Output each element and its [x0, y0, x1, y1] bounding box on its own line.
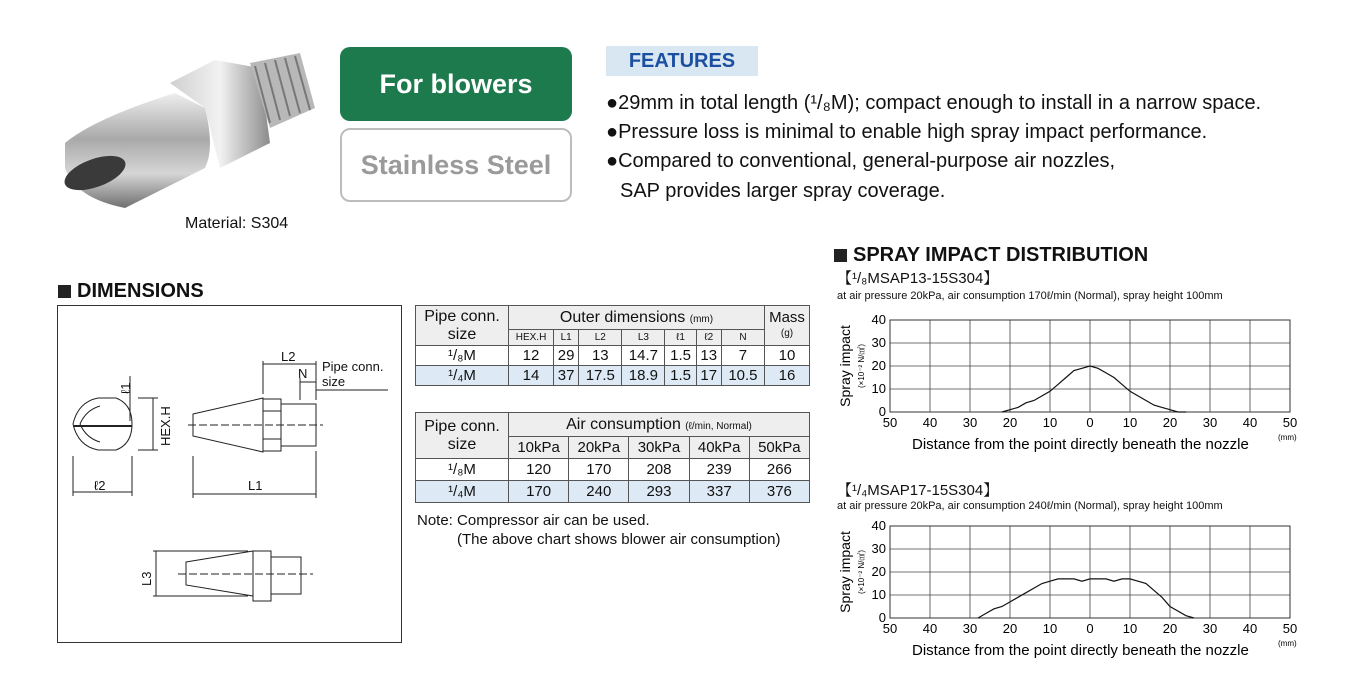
col-header: ℓ1 [665, 330, 696, 346]
x-tick-label: 50 [1282, 415, 1298, 430]
col-header: ℓ2 [696, 330, 721, 346]
dimension-drawing-svg [58, 306, 401, 642]
y-tick-label: 30 [871, 541, 886, 556]
col-header: 50kPa [749, 437, 809, 459]
x-tick-label: 30 [962, 415, 978, 430]
L1-label: L1 [248, 478, 263, 493]
feature-item: SAP provides larger spray coverage. [620, 180, 946, 202]
table-row: ¹/₄M 14 37 17.5 18.9 1.5 17 10.5 16 [416, 366, 810, 386]
col-header: HEX.H [509, 330, 554, 346]
y-axis-label: Spray impact [837, 325, 853, 407]
chart2-subtitle: at air pressure 20kPa, air consumption 240ℓ/min (Normal), spray height 100mm [837, 500, 1223, 512]
y-tick-label: 40 [871, 518, 886, 533]
col-header: 40kPa [689, 437, 749, 459]
x-axis-unit: (mm) [1278, 433, 1297, 442]
y-axis-unit: (×10⁻² N/㎠) [857, 549, 866, 595]
col-header: L2 [579, 330, 622, 346]
x-tick-label: 30 [1202, 415, 1218, 430]
dimensions-table [415, 305, 810, 386]
note-text: Note: Compressor air can be used. [417, 512, 650, 529]
x-axis-label: Distance from the point directly beneath the nozzle [912, 436, 1249, 453]
features-heading: FEATURES [606, 46, 758, 76]
x-tick-label: 20 [1162, 415, 1178, 430]
N-label: N [298, 366, 308, 381]
table-row: ¹/₈M 12 29 13 14.7 1.5 13 7 10 [416, 346, 810, 366]
x-tick-label: 40 [922, 621, 938, 636]
air-consumption-table [415, 412, 810, 503]
x-tick-label: 50 [882, 415, 898, 430]
x-tick-label: 50 [1282, 621, 1298, 636]
x-tick-label: 0 [1086, 415, 1094, 430]
y-tick-label: 40 [871, 312, 886, 327]
feature-item: ●Pressure loss is minimal to enable high spray impact performance. [606, 121, 1208, 143]
col-header: L3 [622, 330, 665, 346]
y-axis-unit: (×10⁻² N/㎠) [857, 343, 866, 389]
x-tick-label: 10 [1122, 415, 1138, 430]
col-header: 10kPa [509, 437, 569, 459]
chart1-title: 【¹/₈MSAP13-15S304】 [837, 270, 999, 287]
outer-dimensions-header: Outer dimensions (mm) [509, 306, 765, 330]
pipe-conn-label: Pipe conn. [322, 359, 384, 374]
col-header: L1 [554, 330, 579, 346]
l2-label: ℓ2 [94, 478, 106, 493]
y-tick-label: 10 [871, 381, 886, 396]
L2-label: L2 [281, 349, 296, 364]
x-tick-label: 40 [922, 415, 938, 430]
x-tick-label: 20 [1002, 621, 1018, 636]
y-tick-label: 0 [878, 610, 886, 625]
col-header: 30kPa [629, 437, 689, 459]
pipe-size-header: Pipe conn. size [416, 413, 509, 459]
note-text: (The above chart shows blower air consumption) [457, 531, 781, 548]
y-axis-label: Spray impact [837, 531, 853, 613]
nozzle-product-image [55, 48, 325, 223]
y-tick-label: 20 [871, 358, 886, 373]
section-square-icon [834, 249, 847, 262]
x-tick-label: 40 [1242, 621, 1258, 636]
x-tick-label: 0 [1086, 621, 1094, 636]
hexh-label: HEX.H [158, 406, 173, 446]
x-tick-label: 20 [1162, 621, 1178, 636]
dimension-drawing [57, 305, 402, 643]
y-tick-label: 10 [871, 587, 886, 602]
x-tick-label: 40 [1242, 415, 1258, 430]
x-tick-label: 50 [882, 621, 898, 636]
spray-impact-title: SPRAY IMPACT DISTRIBUTION [834, 244, 1148, 267]
feature-item: ●29mm in total length (¹/₈M); compact enough to install in a narrow space. [606, 92, 1262, 114]
section-square-icon [58, 285, 71, 298]
spray-chart-2 [832, 518, 1310, 673]
table-row: ¹/₄M 170 240 293 337 376 [416, 481, 810, 503]
x-axis-label: Distance from the point directly beneath the nozzle [912, 642, 1249, 659]
x-tick-label: 30 [962, 621, 978, 636]
l1-label: ℓ1 [118, 382, 133, 394]
y-tick-label: 0 [878, 404, 886, 419]
y-tick-label: 20 [871, 564, 886, 579]
y-tick-label: 30 [871, 335, 886, 350]
air-consumption-header: Air consumption (ℓ/min, Normal) [509, 413, 810, 437]
table-row: ¹/₈M 120 170 208 239 266 [416, 459, 810, 481]
col-header: 20kPa [569, 437, 629, 459]
spray-impact-line [978, 579, 1194, 618]
x-tick-label: 20 [1002, 415, 1018, 430]
pipe-size-header: Pipe conn. size [416, 306, 509, 346]
x-tick-label: 10 [1042, 621, 1058, 636]
x-tick-label: 10 [1122, 621, 1138, 636]
chart1-subtitle: at air pressure 20kPa, air consumption 170ℓ/min (Normal), spray height 100mm [837, 290, 1223, 302]
material-label: Material: S304 [185, 215, 289, 232]
feature-item: ●Compared to conventional, general-purpose air nozzles, [606, 150, 1116, 172]
mass-header: Mass (g) [765, 306, 810, 346]
col-header: N [721, 330, 764, 346]
x-tick-label: 10 [1042, 415, 1058, 430]
pipe-size-label: size [322, 374, 346, 389]
spray-chart-1 [832, 312, 1310, 462]
L3-label: L3 [139, 571, 154, 586]
chart2-title: 【¹/₄MSAP17-15S304】 [837, 482, 999, 499]
dimensions-title: DIMENSIONS [58, 280, 204, 303]
x-tick-label: 30 [1202, 621, 1218, 636]
x-axis-unit: (mm) [1278, 639, 1297, 648]
stainless-steel-badge: Stainless Steel [340, 128, 572, 202]
for-blowers-badge: For blowers [340, 47, 572, 121]
